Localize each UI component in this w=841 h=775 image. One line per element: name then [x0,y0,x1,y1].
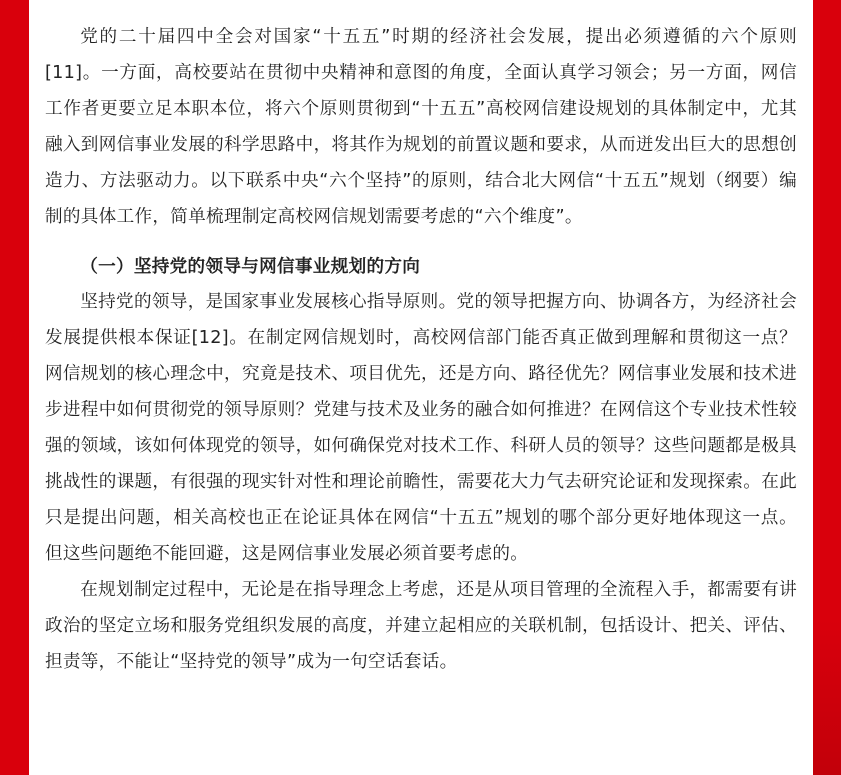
left-red-border [0,0,29,775]
intro-paragraph: 党的二十届四中全会对国家“十五五”时期的经济社会发展，提出必须遵循的六个原则[11]。一方面，高校要站在贯彻中央精神和意图的角度，全面认真学习领会；另一方面，网信工作者更要立足本职本位，将六个原则贯彻到“十五五”高校网信建设规划的具体制定中，尤其融入到网信事业发展的科学思路中，将其作为规划的前置议题和要求，从而迸发出巨大的思想创造力、方法驱动力。以下联系中央“六个坚持”的原则，结合北大网信“十五五”规划（纲要）编制的具体工作，简单梳理制定高校网信规划需要考虑的“六个维度”。 [45,27,797,227]
section-heading: （一）坚持党的领导与网信事业规划的方向 [80,257,421,278]
right-red-border [813,0,841,775]
article-body [45,20,797,680]
article-panel [29,0,813,775]
body-paragraph-1: 坚持党的领导，是国家事业发展核心指导原则。党的领导把握方向、协调各方，为经济社会发展提供根本保证[12]。在制定网信规划时，高校网信部门能否真正做到理解和贯彻这一点？网信规划的核心理念中，究竟是技术、项目优先，还是方向、路径优先？网信事业发展和技术进步进程中如何贯彻党的领导原则？党建与技术及业务的融合如何推进？在网信这个专业技术性较强的领域，该如何体现党的领导，如何确保党对技术工作、科研人员的领导？这些问题都是极具挑战性的课题，有很强的现实针对性和理论前瞻性，需要花大力气去研究论证和发现探索。在此只是提出问题，相关高校也正在论证具体在网信“十五五”规划的哪个部分更好地体现这一点。但这些问题绝不能回避，这是网信事业发展必须首要考虑的。 [45,292,797,564]
body-paragraph-2: 在规划制定过程中，无论是在指导理念上考虑，还是从项目管理的全流程入手，都需要有讲政治的坚定立场和服务党组织发展的高度，并建立起相应的关联机制，包括设计、把关、评估、担责等，不能让“坚持党的领导”成为一句空话套话。 [45,579,797,672]
